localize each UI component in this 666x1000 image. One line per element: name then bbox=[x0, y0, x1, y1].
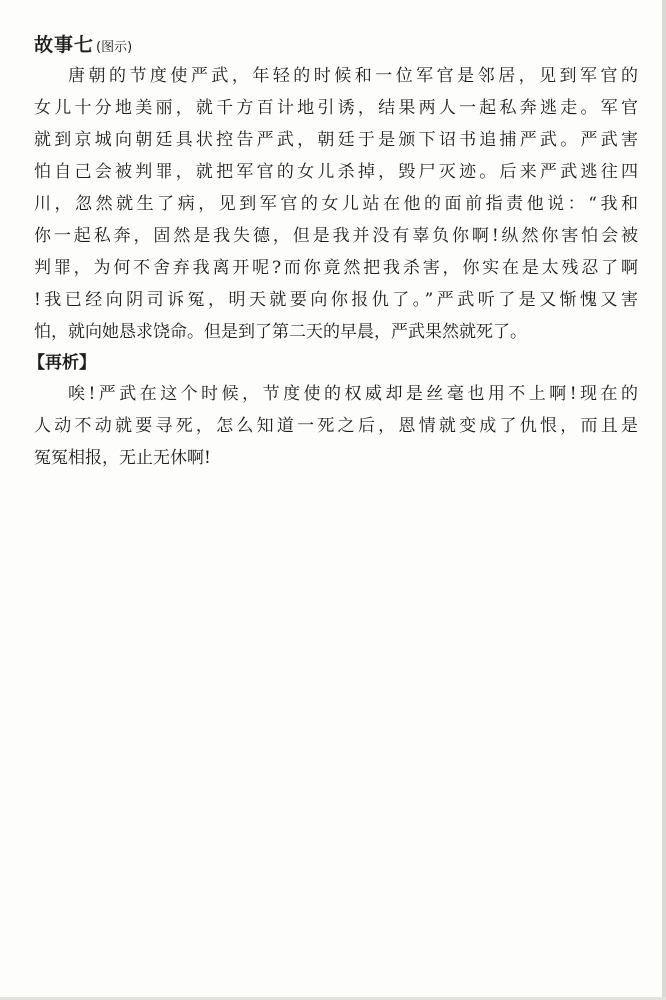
page-edge-right bbox=[662, 0, 666, 1000]
analysis-line: 人动不动就要寻死，怎么知道一死之后，恩情就变成了仇恨，而且是 bbox=[34, 416, 638, 436]
story-line: 你一起私奔，固然是我失德，但是我并没有辜负你啊!纵然你害怕会被 bbox=[34, 226, 638, 246]
story-line: 怕自己会被判罪，就把军官的女儿杀掉，毁尸灭迹。后来严武逃往四 bbox=[34, 162, 638, 182]
story-title: 故事七 bbox=[34, 34, 95, 56]
story-line: !我已经向阴司诉冤，明天就要向你报仇了。”严武听了是又惭愧又害 bbox=[34, 290, 638, 310]
story-heading bbox=[34, 30, 638, 60]
story-title-note: (图示) bbox=[96, 40, 133, 55]
analysis-line: 冤冤相报，无止无休啊! bbox=[34, 448, 211, 468]
analysis-line: 唉!严武在这个时候，节度使的权威却是丝毫也用不上啊!现在的 bbox=[68, 384, 638, 404]
story-line: 怕，就向她恳求饶命。但是到了第二天的早晨，严武果然就死了。 bbox=[34, 322, 527, 342]
story-line: 川，忽然就生了病，见到军官的女儿站在他的面前指责他说：“我和 bbox=[34, 194, 638, 214]
story-line: 就到京城向朝廷具状控告严武，朝廷于是颁下诏书追捕严武。严武害 bbox=[34, 130, 638, 150]
analysis-heading: 【再析】 bbox=[28, 353, 96, 373]
page-content bbox=[28, 30, 638, 474]
analysis-paragraph bbox=[34, 378, 638, 474]
story-line: 判罪，为何不舍弃我离开呢?而你竟然把我杀害，你实在是太残忍了啊 bbox=[34, 258, 638, 278]
story-line: 唐朝的节度使严武，年轻的时候和一位军官是邻居，见到军官的 bbox=[68, 66, 638, 86]
story-line: 女儿十分地美丽，就千方百计地引诱，结果两人一起私奔逃走。军官 bbox=[34, 98, 638, 118]
story-paragraph bbox=[34, 60, 638, 348]
